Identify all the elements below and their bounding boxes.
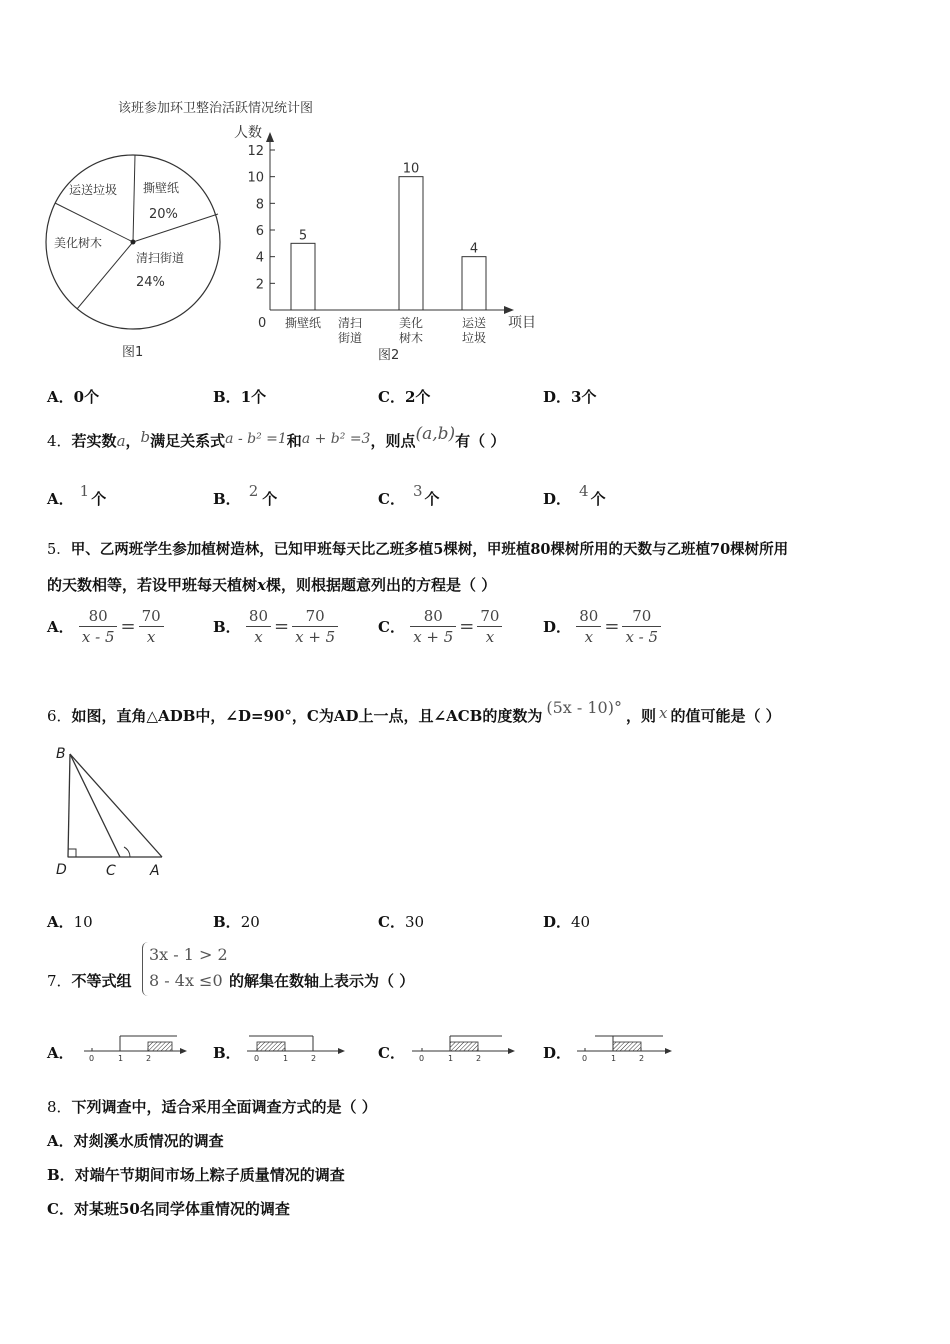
q6-option-c[interactable]: C．30 xyxy=(378,913,425,931)
bar-caption: 图2 xyxy=(378,348,400,363)
inequality-1: 3x - 1 > 2 xyxy=(149,945,228,964)
pie-chart xyxy=(40,150,240,360)
fraction: $\frac{80}{x}$ xyxy=(576,606,601,647)
q7-stem-tail: 的解集在数轴上表示为（ ） xyxy=(229,972,415,990)
segment-bc xyxy=(70,754,120,857)
q7-option-a[interactable]: A． xyxy=(47,1044,74,1062)
bar-ylabel: 人数 xyxy=(234,125,262,141)
fraction: $\frac{70}{x}$ xyxy=(477,606,502,647)
numberline-b[interactable] xyxy=(245,1032,355,1062)
q3-option-a[interactable]: A．0个 xyxy=(47,388,100,406)
bar-chart xyxy=(230,120,540,365)
y-tick-label: 6 xyxy=(255,224,264,239)
bar-origin: 0 xyxy=(258,316,267,331)
y-tick-label: 10 xyxy=(247,170,264,186)
label-b: B xyxy=(56,746,66,762)
q7-option-d[interactable]: D． xyxy=(543,1044,572,1062)
numberline-c[interactable] xyxy=(410,1032,520,1062)
q4-option-d[interactable]: D． 4 个 xyxy=(543,482,606,508)
fraction: $\frac{70}{x - 5}$ xyxy=(622,606,661,647)
q3-option-c[interactable]: C．2个 xyxy=(378,388,431,406)
svg-text:0: 0 xyxy=(582,1054,588,1062)
inequality-system xyxy=(142,942,228,996)
bar-value-label: 4 xyxy=(469,241,479,257)
svg-text:0: 0 xyxy=(419,1054,425,1062)
q3-option-d[interactable]: D．3个 xyxy=(543,388,597,406)
y-tick-label: 12 xyxy=(247,144,264,159)
inequality-2: 8 - 4x ≤0 xyxy=(149,971,223,990)
q4-option-c[interactable]: C． 3 个 xyxy=(378,482,440,508)
bar-xlabel: 项目 xyxy=(508,315,536,331)
q5-stem-line1: 5．甲、乙两班学生参加植树造林，已知甲班每天比乙班多植5棵树，甲班植80棵树所用的天数与乙班植70棵树所用 xyxy=(47,541,789,558)
pie-label-meihua: 美化树木 xyxy=(54,236,103,250)
pie-slice-divider xyxy=(77,242,133,309)
svg-text:2: 2 xyxy=(311,1054,317,1062)
q8-option-a[interactable]: A．对剡溪水质情况的调查 xyxy=(47,1132,224,1150)
q7-option-b[interactable]: B． xyxy=(213,1044,241,1062)
pie-percent-qingsao: 24% xyxy=(136,275,165,290)
bar-value-label: 10 xyxy=(402,161,420,177)
bar-value-label: 5 xyxy=(298,228,308,244)
svg-text:1: 1 xyxy=(611,1054,617,1062)
x-category-label-line2: 垃圾 xyxy=(461,331,487,345)
q5-option-a[interactable]: A． $\frac{80}{x - 5}$ = $\frac{70}{x}$ xyxy=(47,606,164,647)
y-axis-arrow xyxy=(266,132,274,142)
x-category-label-line2: 街道 xyxy=(337,331,363,345)
x-category-label: 撕壁纸 xyxy=(284,316,322,330)
q5-stem-line2: 的天数相等，若设甲班每天植树x棵，则根据题意列出的方程是（ ） xyxy=(47,576,497,594)
q6-option-b[interactable]: B．20 xyxy=(213,913,260,931)
q6-option-a[interactable]: A．10 xyxy=(47,913,93,931)
pie-label-qingsao: 清扫街道 xyxy=(136,251,185,265)
y-tick-label: 2 xyxy=(255,277,264,293)
segment-ba xyxy=(70,754,162,857)
q7-num: 7．不等式组 xyxy=(47,972,132,990)
svg-text:1: 1 xyxy=(118,1054,124,1062)
q5-option-d[interactable]: D． $\frac{80}{x}$ = $\frac{70}{x - 5}$ xyxy=(543,606,661,647)
q4-stem: 4．若实数a，b满足关系式a - b² =1和a + b² =3，则点(a,b)有（ ） xyxy=(47,424,506,450)
label-a: A xyxy=(150,863,160,879)
q6-stem: 6．如图，直角△ADB中，∠D=90°，C为AD上一点，且∠ACB的度数为 (5x - 10)° ，则 x 的值可能是（ ） xyxy=(47,698,781,725)
fraction: $\frac{80}{x}$ xyxy=(246,606,271,647)
triangle-figure xyxy=(50,742,190,882)
y-tick-label: 8 xyxy=(255,197,264,213)
svg-text:2: 2 xyxy=(476,1054,482,1062)
svg-text:1: 1 xyxy=(283,1054,289,1062)
x-category-label: 运送 xyxy=(461,316,487,330)
fraction: $\frac{70}{x + 5}$ xyxy=(292,606,338,647)
q3-option-b[interactable]: B．1个 xyxy=(213,388,267,406)
chart-title: 该班参加环卫整治活跃情况统计图 xyxy=(118,101,314,116)
fraction: $\frac{70}{x}$ xyxy=(139,606,164,647)
q8-stem: 8．下列调查中，适合采用全面调查方式的是（ ） xyxy=(47,1098,377,1116)
bar-2 xyxy=(399,177,423,310)
q8-option-b[interactable]: B．对端午节期间市场上粽子质量情况的调查 xyxy=(47,1166,345,1184)
pie-caption: 图1 xyxy=(122,345,144,360)
label-c: C xyxy=(106,863,116,879)
pie-percent-sibizhi: 20% xyxy=(149,207,178,222)
q8-option-c[interactable]: C．对某班50名同学体重情况的调查 xyxy=(47,1200,290,1218)
x-category-label: 清扫 xyxy=(337,316,363,330)
numberline-d[interactable] xyxy=(575,1032,685,1062)
q5-option-b[interactable]: B． $\frac{80}{x}$ = $\frac{70}{x + 5}$ xyxy=(213,606,338,647)
fraction: $\frac{80}{x - 5}$ xyxy=(79,606,118,647)
svg-text:0: 0 xyxy=(254,1054,260,1062)
q7-option-c[interactable]: C． xyxy=(378,1044,405,1062)
pie-center xyxy=(131,240,136,245)
svg-text:1: 1 xyxy=(448,1054,454,1062)
right-angle-mark xyxy=(68,849,76,857)
y-tick-label: 4 xyxy=(255,250,264,266)
q4-option-a[interactable]: A． 1 个 xyxy=(47,482,107,508)
x-category-label: 美化 xyxy=(398,316,424,330)
pie-slice-divider xyxy=(133,155,135,242)
svg-text:2: 2 xyxy=(639,1054,645,1062)
x-category-label-line2: 树木 xyxy=(398,331,424,345)
pie-label-yunsong: 运送垃圾 xyxy=(69,183,118,197)
segment-bd xyxy=(68,754,70,857)
bar-3 xyxy=(462,257,486,310)
numberline-a[interactable] xyxy=(82,1032,192,1062)
svg-text:0: 0 xyxy=(89,1054,95,1062)
q4-option-b[interactable]: B． 2 个 xyxy=(213,482,278,508)
q5-option-c[interactable]: C． $\frac{80}{x + 5}$ = $\frac{70}{x}$ xyxy=(378,606,502,647)
x-axis-arrow xyxy=(504,306,514,314)
bar-0 xyxy=(291,243,315,310)
fraction: $\frac{80}{x + 5}$ xyxy=(410,606,456,647)
svg-text:2: 2 xyxy=(146,1054,152,1062)
pie-label-sibizhi: 撕壁纸 xyxy=(143,181,180,195)
angle-acb-mark xyxy=(124,847,130,857)
label-d: D xyxy=(56,862,67,878)
q6-option-d[interactable]: D．40 xyxy=(543,913,591,931)
